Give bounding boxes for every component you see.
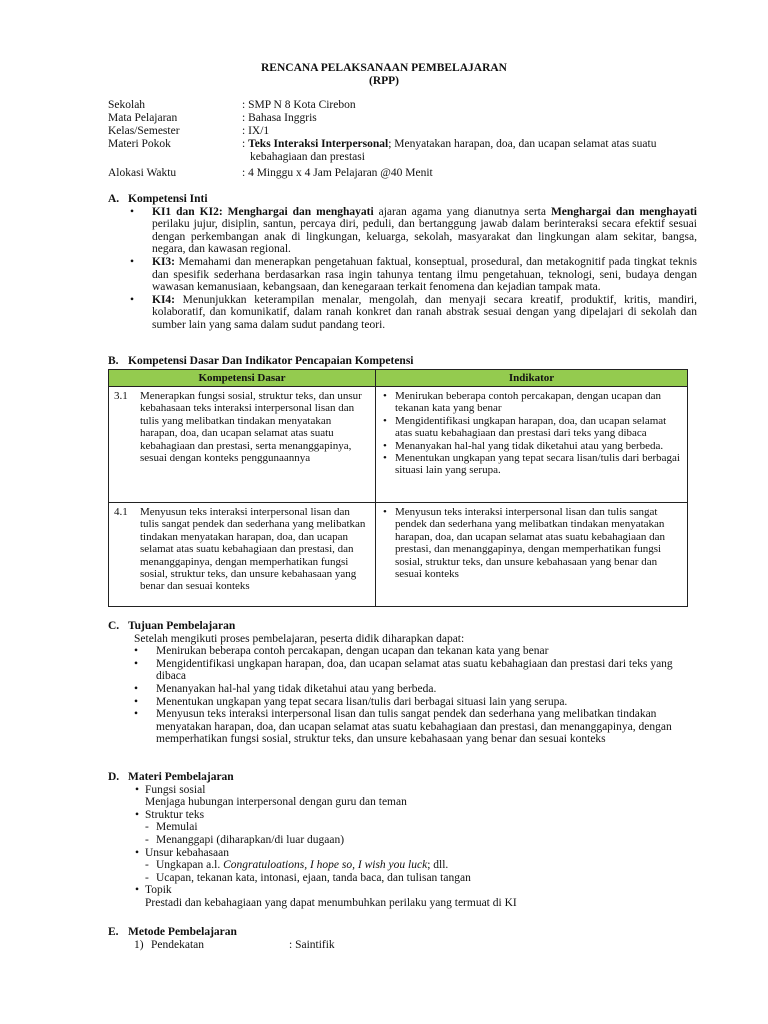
- materi-bold: Teks Interaksi Interpersonal: [248, 138, 389, 150]
- list-item: • Menirukan beberapa contoh percakapan, dengan ucapan dan tekanan kata yang benar: [134, 645, 549, 658]
- indicator-item: • Menanyakan hal-hal yang tidak diketahui atau yang berbeda.: [381, 440, 682, 452]
- materi-rest: ; Menyatakan harapan, doa, dan ucapan selamat atas suatu: [388, 138, 657, 150]
- list-item: • Menanyakan hal-hal yang tidak diketahui atau yang berbeda.: [134, 682, 437, 695]
- indicator-item: • Menirukan beberapa contoh percakapan, dengan ucapan dan tekanan kata yang benar: [381, 390, 682, 415]
- bullet-icon: •: [134, 657, 139, 670]
- meta-row-materi-cont: [108, 151, 698, 164]
- list-item: • Menentukan ungkapan yang tepat secara lisan/tulis dari berbagai situasi lain yang serupa.: [134, 695, 568, 708]
- section-kompetensi-dasar: [108, 355, 688, 607]
- bullet-icon: •: [135, 884, 140, 897]
- bullet-icon: •: [130, 255, 135, 268]
- list-item: - Menanggapi (diharapkan/di luar dugaan): [145, 833, 345, 846]
- section-metode-pembelajaran: [108, 926, 698, 951]
- list-item: • Mengidentifikasi ungkapan harapan, doa, dan ucapan selamat atas suatu kebahagiaan dan prestasi dari teks yang dibaca: [134, 657, 673, 683]
- table-row: [109, 503, 688, 607]
- section-materi-pembelajaran: [108, 771, 698, 910]
- section-kompetensi-inti: [108, 193, 697, 332]
- bullet-icon: •: [130, 205, 135, 218]
- indicator-item: • Menyusun teks interaksi interpersonal lisan dan tulis sangat pendek dan sederhana yang melibatkan tindakan menyatakan harapan, doa, dan ucapan selamat atas suatu kebahagiaan dan prestasi, dan menanggapinya, dengan memperhatikan fungsi sosial, struktur teks, dan unsure kebahasaan yang benar dan sesuai konteks: [381, 506, 682, 580]
- section-heading: C. Tujuan Pembelajaran: [108, 620, 236, 632]
- header-indikator: Indikator: [376, 369, 688, 386]
- tujuan-list: [108, 645, 698, 746]
- meta-value: [242, 138, 690, 151]
- identity-block: [108, 99, 698, 180]
- kd-indicator-table: [108, 369, 688, 607]
- meta-row-alokasi: [108, 167, 698, 180]
- dash-icon: -: [145, 821, 149, 834]
- meta-row-mapel: [108, 112, 698, 125]
- list-item: - Ucapan, tekanan kata, intonasi, ejaan, tanda baca, dan tulisan tangan: [145, 871, 471, 884]
- kd-number: 3.1: [114, 390, 128, 402]
- bullet-icon: •: [130, 293, 135, 306]
- bullet-icon: •: [134, 695, 139, 708]
- kd-text: Menyusun teks interaksi interpersonal lisan dan tulis sangat pendek dan sederhana yang melibatkan tindakan menyatakan harapan, doa, dan ucapan selamat atas suatu kebahagiaan dan prestasi, dan menanggapinya, dengan memperhatikan fungsi sosial, struktur teks, dan unsure kebahasaan yang benar dan sesuai konteks: [140, 506, 366, 593]
- fungsi-sosial-text: Menjaga hubungan interpersonal dengan guru dan teman: [145, 796, 407, 809]
- ki3-item: • KI3: Memahami dan menerapkan pengetahuan faktual, konseptual, prosedural, dan metakognitif pada tingkat teknis dan spesifik sederhana berdasarkan rasa ingin tahunya tentang ilmu pengetahuan, teknologi, seni, budaya dengan wawasan kemanusiaan, kebangsaan, dan kenegaraan terkait fenomena dan kejadian tampak mata.: [130, 255, 697, 294]
- topik-text: Prestadi dan kebahagiaan yang dapat menumbuhkan perilaku yang termuat di KI: [145, 896, 517, 909]
- meta-label: Mata Pelajaran: [108, 112, 178, 124]
- meta-value: : IX/1: [242, 125, 270, 137]
- kd-cell: [109, 387, 376, 503]
- materi-unsur-kebahasaan: • Unsur kebahasaan: [135, 846, 229, 859]
- bullet-icon: •: [134, 682, 139, 695]
- meta-value: : Bahasa Inggris: [242, 112, 317, 124]
- dash-icon: -: [145, 859, 149, 872]
- metode-number: 1): [134, 938, 144, 951]
- document-subtitle: (RPP): [368, 75, 399, 87]
- meta-row-kelas: [108, 125, 698, 138]
- meta-row-materi: [108, 138, 698, 151]
- meta-label: Kelas/Semester: [108, 125, 180, 137]
- metode-value: : Saintifik: [289, 938, 335, 951]
- indicator-item: • Mengidentifikasi ungkapan harapan, doa, dan ucapan selamat atas suatu kebahagiaan dan prestasi dari teks yang dibaca: [381, 415, 682, 440]
- kd-cell: [109, 503, 376, 607]
- table-header-row: [109, 369, 688, 386]
- section-heading: A. Kompetensi Inti: [108, 193, 208, 205]
- bullet-icon: •: [135, 846, 140, 859]
- bullet-icon: •: [134, 708, 139, 721]
- ki4-item: • KI4: Menunjukkan keterampilan menalar, mengolah, dan menyaji secara kreatif, produktif, kritis, mandiri, kolaboratif, dan komunikatif, dalam ranah konkret dan ranah abstrak sesuai dengan yang dipelajari di sekolah dan sumber lain yang sama dalam sudut pandang teori.: [130, 293, 697, 331]
- ki1-item: • KI1 dan KI2: Menghargai dan menghayati ajaran agama yang dianutnya serta Menghargai dan menghayati perilaku jujur, disiplin, santun, percaya diri, peduli, dan bertanggung jawab dalam berinteraksi secara efektif sesuai dengan perkembangan anak di lingkungan, keluarga, sekolah, masyarakat dan lingkungan alam sekitar, bangsa, negara, dan kawasan regional.: [130, 205, 697, 256]
- metode-item: [108, 939, 698, 952]
- meta-label: Materi Pokok: [108, 138, 171, 150]
- kd-text: Menerapkan fungsi sosial, struktur teks, dan unsur kebahasaan teks interaksi interpersonal lisan dan tulis yang melibatkan tindakan menyatakan harapan, doa, dan ucapan selamat atas suatu kebahagiaan dan prestasi, serta menanggapinya, sesuai dengan konteks penggunaannya: [140, 390, 362, 465]
- dash-icon: -: [145, 871, 149, 884]
- meta-value: : SMP N 8 Kota Cirebon: [242, 99, 356, 111]
- list-item: - Ungkapan a.l. Congratuloations, I hope so, I wish you luck; dll.: [145, 859, 449, 872]
- bullet-icon: •: [135, 783, 140, 796]
- materi-struktur-teks: • Struktur teks: [135, 808, 205, 821]
- dash-icon: -: [145, 833, 149, 846]
- materi-topik: • Topik: [135, 884, 172, 897]
- meta-value: : 4 Minggu x 4 Jam Pelajaran @40 Menit: [242, 167, 433, 179]
- indicator-item: • Menentukan ungkapan yang tepat secara lisan/tulis dari berbagai situasi lain yang serupa.: [381, 452, 682, 477]
- kd-number: 4.1: [114, 506, 128, 518]
- materi-line2: kebahagiaan dan prestasi: [250, 151, 365, 163]
- tujuan-intro: Setelah mengikuti proses pembelajaran, peserta didik diharapkan dapat:: [134, 632, 465, 645]
- bullet-icon: •: [134, 645, 139, 658]
- meta-prefix: :: [242, 138, 249, 150]
- document-title: RENCANA PELAKSANAAN PEMBELAJARAN: [261, 62, 507, 74]
- list-item: • Menyusun teks interaksi interpersonal lisan dan tulis sangat pendek dan sederhana yang melibatkan tindakan menyatakan harapan, doa, dan ucapan selamat atas suatu kebahagiaan dan prestasi, dan menanggapinya, dengan memperhatikan fungsi sosial, struktur teks, dan unsure kebahasaan yang benar dan sesuai konteks: [134, 708, 672, 746]
- materi-fungsi-sosial: • Fungsi sosial: [135, 783, 206, 796]
- list-item: - Memulai: [145, 821, 198, 834]
- bullet-icon: •: [135, 808, 140, 821]
- meta-label: Sekolah: [108, 99, 146, 111]
- section-tujuan-pembelajaran: [108, 620, 698, 746]
- table-row: [109, 387, 688, 503]
- metode-label: Pendekatan: [151, 938, 205, 951]
- meta-label: Alokasi Waktu: [108, 167, 177, 179]
- section-heading: D. Materi Pembelajaran: [108, 771, 234, 783]
- indicator-cell: [376, 387, 688, 503]
- section-heading: E. Metode Pembelajaran: [108, 926, 237, 938]
- section-heading: B. Kompetensi Dasar Dan Indikator Pencapaian Kompetensi: [108, 355, 414, 367]
- indicator-cell: [376, 503, 688, 607]
- meta-row-sekolah: [108, 99, 698, 112]
- header-kompetensi-dasar: Kompetensi Dasar: [109, 369, 376, 386]
